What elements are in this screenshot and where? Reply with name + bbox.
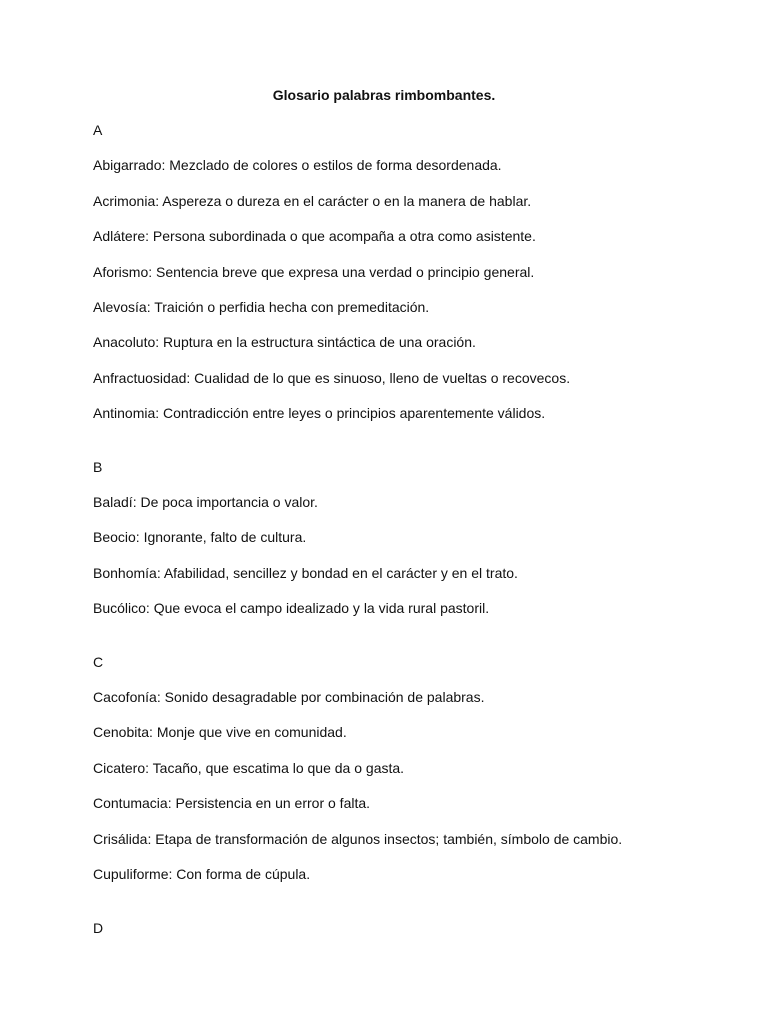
glossary-entry: Anfractuosidad: Cualidad de lo que es sinuoso, lleno de vueltas o recovecos. <box>93 369 571 386</box>
glossary-entry: Alevosía: Traición o perfidia hecha con premeditación. <box>93 298 430 315</box>
section-a <box>93 121 733 422</box>
glossary-entry: Anacoluto: Ruptura en la estructura sintáctica de una oración. <box>93 334 476 351</box>
glossary-entry: Bucólico: Que evoca el campo idealizado y la vida rural pastoril. <box>93 600 490 617</box>
glossary-entry: Adlátere: Persona subordinada o que acompaña a otra como asistente. <box>93 228 536 245</box>
glossary-entry: Beocio: Ignorante, falto de cultura. <box>93 529 307 546</box>
section-letter: A <box>93 122 103 138</box>
section-b <box>93 458 733 618</box>
glossary-entry: Acrimonia: Aspereza o dureza en el carácter o en la manera de hablar. <box>93 192 532 209</box>
glossary-entry: Cicatero: Tacaño, que escatima lo que da o gasta. <box>93 759 405 776</box>
glossary-body <box>93 121 733 954</box>
glossary-entry: Contumacia: Persistencia en un error o falta. <box>93 795 371 812</box>
glossary-entry: Abigarrado: Mezclado de colores o estilos de forma desordenada. <box>93 157 502 174</box>
section-letter: C <box>93 653 104 670</box>
section-d <box>93 919 733 937</box>
document-title: Glosario palabras rimbombantes. <box>272 87 496 103</box>
glossary-entry: Baladí: De poca importancia o valor. <box>93 494 318 511</box>
glossary-entry: Cupuliforme: Con forma de cúpula. <box>93 866 311 883</box>
glossary-entry: Bonhomía: Afabilidad, sencillez y bondad en el carácter y en el trato. <box>93 564 518 581</box>
glossary-entry: Cacofonía: Sonido desagradable por combinación de palabras. <box>93 689 485 706</box>
glossary-entry: Aforismo: Sentencia breve que expresa una verdad o principio general. <box>93 263 535 280</box>
glossary-entry: Cenobita: Monje que vive en comunidad. <box>93 724 347 741</box>
section-letter: B <box>93 458 103 475</box>
section-c <box>93 653 733 883</box>
glossary-entry: Antinomia: Contradicción entre leyes o principios aparentemente válidos. <box>93 405 546 422</box>
glossary-entry: Crisálida: Etapa de transformación de algunos insectos; también, símbolo de cambio. <box>93 830 623 847</box>
section-letter: D <box>93 919 104 936</box>
